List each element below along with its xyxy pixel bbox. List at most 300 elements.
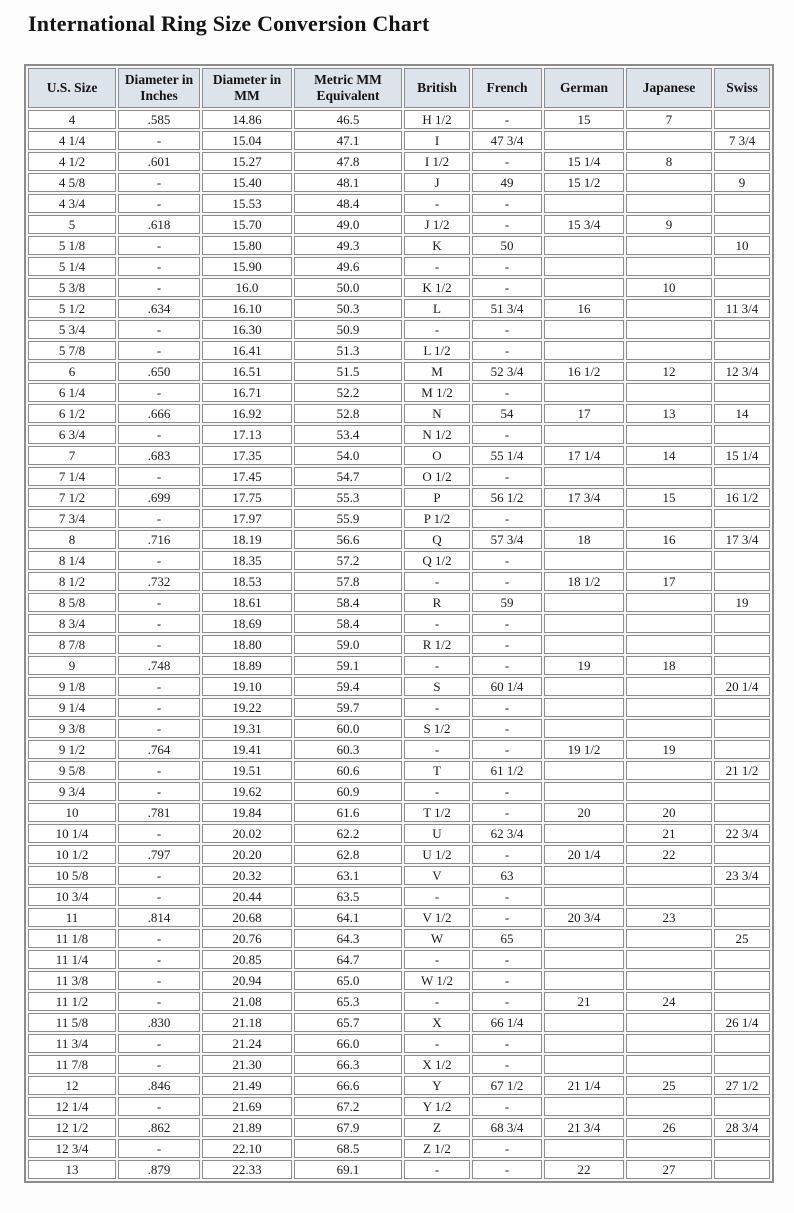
cell: V 1/2 bbox=[404, 908, 470, 927]
cell bbox=[714, 383, 770, 402]
cell: U 1/2 bbox=[404, 845, 470, 864]
cell: - bbox=[404, 887, 470, 906]
cell bbox=[626, 866, 712, 885]
cell: 51 3/4 bbox=[472, 299, 542, 318]
cell: .830 bbox=[118, 1013, 200, 1032]
cell: 21.30 bbox=[202, 1055, 292, 1074]
cell: J 1/2 bbox=[404, 215, 470, 234]
cell: 13 bbox=[28, 1160, 116, 1179]
cell: - bbox=[404, 572, 470, 591]
cell: 54.7 bbox=[294, 467, 402, 486]
cell: 16 bbox=[544, 299, 624, 318]
cell: 47 3/4 bbox=[472, 131, 542, 150]
cell: Z bbox=[404, 1118, 470, 1137]
cell bbox=[626, 194, 712, 213]
cell bbox=[544, 257, 624, 276]
cell: - bbox=[404, 740, 470, 759]
cell: 15.53 bbox=[202, 194, 292, 213]
cell: I 1/2 bbox=[404, 152, 470, 171]
table-row bbox=[28, 908, 770, 927]
cell: W 1/2 bbox=[404, 971, 470, 990]
table-row bbox=[28, 1055, 770, 1074]
table-row bbox=[28, 845, 770, 864]
cell: 7 bbox=[28, 446, 116, 465]
cell: 20 bbox=[626, 803, 712, 822]
cell: .846 bbox=[118, 1076, 200, 1095]
cell: 57 3/4 bbox=[472, 530, 542, 549]
cell bbox=[626, 467, 712, 486]
cell bbox=[626, 320, 712, 339]
cell: - bbox=[118, 1034, 200, 1053]
cell: 67 1/2 bbox=[472, 1076, 542, 1095]
table-row bbox=[28, 530, 770, 549]
cell: 53.4 bbox=[294, 425, 402, 444]
cell: 12 bbox=[626, 362, 712, 381]
cell: 50 bbox=[472, 236, 542, 255]
cell: - bbox=[404, 1034, 470, 1053]
cell: 62 3/4 bbox=[472, 824, 542, 843]
cell: 65 bbox=[472, 929, 542, 948]
table-row bbox=[28, 929, 770, 948]
cell: - bbox=[118, 1055, 200, 1074]
cell bbox=[544, 194, 624, 213]
cell: .650 bbox=[118, 362, 200, 381]
cell bbox=[626, 551, 712, 570]
table-row bbox=[28, 110, 770, 129]
cell: 9 3/4 bbox=[28, 782, 116, 801]
table-row bbox=[28, 551, 770, 570]
cell: 63.1 bbox=[294, 866, 402, 885]
cell: - bbox=[472, 509, 542, 528]
cell: 10 3/4 bbox=[28, 887, 116, 906]
cell bbox=[714, 152, 770, 171]
cell: 18.35 bbox=[202, 551, 292, 570]
cell: 5 bbox=[28, 215, 116, 234]
cell: Y 1/2 bbox=[404, 1097, 470, 1116]
cell: 58.4 bbox=[294, 593, 402, 612]
cell: 63 bbox=[472, 866, 542, 885]
cell bbox=[626, 887, 712, 906]
cell: 12 1/4 bbox=[28, 1097, 116, 1116]
cell: 16 1/2 bbox=[714, 488, 770, 507]
cell: - bbox=[118, 341, 200, 360]
cell: O bbox=[404, 446, 470, 465]
cell: 17.45 bbox=[202, 467, 292, 486]
cell bbox=[544, 698, 624, 717]
cell: - bbox=[472, 1097, 542, 1116]
cell: - bbox=[404, 194, 470, 213]
cell bbox=[714, 887, 770, 906]
cell: R 1/2 bbox=[404, 635, 470, 654]
column-header: Japanese bbox=[626, 68, 712, 108]
cell: 10 bbox=[626, 278, 712, 297]
table-row bbox=[28, 467, 770, 486]
cell: 49 bbox=[472, 173, 542, 192]
cell: 4 3/4 bbox=[28, 194, 116, 213]
cell: W bbox=[404, 929, 470, 948]
cell: 16 1/2 bbox=[544, 362, 624, 381]
cell: L 1/2 bbox=[404, 341, 470, 360]
cell: .666 bbox=[118, 404, 200, 423]
cell: 23 3/4 bbox=[714, 866, 770, 885]
cell: 18.19 bbox=[202, 530, 292, 549]
table-row bbox=[28, 614, 770, 633]
cell: H 1/2 bbox=[404, 110, 470, 129]
cell: Y bbox=[404, 1076, 470, 1095]
cell: 5 3/4 bbox=[28, 320, 116, 339]
cell: 55.3 bbox=[294, 488, 402, 507]
cell: 11 3/4 bbox=[28, 1034, 116, 1053]
cell bbox=[626, 1034, 712, 1053]
cell bbox=[626, 1097, 712, 1116]
cell bbox=[544, 425, 624, 444]
cell: 47.1 bbox=[294, 131, 402, 150]
cell: 65.3 bbox=[294, 992, 402, 1011]
cell: - bbox=[118, 383, 200, 402]
cell: 19 bbox=[544, 656, 624, 675]
cell bbox=[714, 509, 770, 528]
table-row bbox=[28, 1013, 770, 1032]
cell: - bbox=[472, 425, 542, 444]
table-row bbox=[28, 698, 770, 717]
table-row bbox=[28, 362, 770, 381]
cell bbox=[714, 110, 770, 129]
table-row bbox=[28, 425, 770, 444]
cell: 14.86 bbox=[202, 110, 292, 129]
cell: 26 bbox=[626, 1118, 712, 1137]
cell: 7 bbox=[626, 110, 712, 129]
cell: .862 bbox=[118, 1118, 200, 1137]
cell: 18 bbox=[626, 656, 712, 675]
cell: - bbox=[472, 1160, 542, 1179]
cell: - bbox=[472, 992, 542, 1011]
cell: 25 bbox=[714, 929, 770, 948]
cell: 11 3/4 bbox=[714, 299, 770, 318]
cell: 9 5/8 bbox=[28, 761, 116, 780]
table-row bbox=[28, 866, 770, 885]
cell: 27 bbox=[626, 1160, 712, 1179]
cell: 59 bbox=[472, 593, 542, 612]
cell: 9 bbox=[626, 215, 712, 234]
cell bbox=[714, 425, 770, 444]
cell: .699 bbox=[118, 488, 200, 507]
cell bbox=[714, 320, 770, 339]
table-body bbox=[28, 110, 770, 1179]
cell bbox=[544, 614, 624, 633]
cell: 69.1 bbox=[294, 1160, 402, 1179]
cell: - bbox=[404, 320, 470, 339]
cell: 59.7 bbox=[294, 698, 402, 717]
cell: 49.6 bbox=[294, 257, 402, 276]
cell: .764 bbox=[118, 740, 200, 759]
cell: .601 bbox=[118, 152, 200, 171]
cell: 4 bbox=[28, 110, 116, 129]
cell: 56.6 bbox=[294, 530, 402, 549]
table-row bbox=[28, 782, 770, 801]
cell: 11 1/8 bbox=[28, 929, 116, 948]
cell: 10 bbox=[28, 803, 116, 822]
cell: 15.27 bbox=[202, 152, 292, 171]
cell: - bbox=[404, 1160, 470, 1179]
cell: - bbox=[118, 551, 200, 570]
cell: 8 3/4 bbox=[28, 614, 116, 633]
cell bbox=[544, 1139, 624, 1158]
cell: 7 1/2 bbox=[28, 488, 116, 507]
cell: 20 bbox=[544, 803, 624, 822]
cell: 9 1/8 bbox=[28, 677, 116, 696]
cell bbox=[544, 341, 624, 360]
cell: 26 1/4 bbox=[714, 1013, 770, 1032]
cell bbox=[544, 593, 624, 612]
cell: - bbox=[472, 320, 542, 339]
cell: 67.2 bbox=[294, 1097, 402, 1116]
table-row bbox=[28, 152, 770, 171]
cell: 15.40 bbox=[202, 173, 292, 192]
cell: - bbox=[472, 614, 542, 633]
cell: - bbox=[472, 908, 542, 927]
cell: 18 1/2 bbox=[544, 572, 624, 591]
cell: 12 1/2 bbox=[28, 1118, 116, 1137]
cell bbox=[626, 971, 712, 990]
table-row bbox=[28, 1034, 770, 1053]
cell: O 1/2 bbox=[404, 467, 470, 486]
table-row bbox=[28, 1160, 770, 1179]
header-row bbox=[28, 68, 770, 108]
cell: 15 bbox=[544, 110, 624, 129]
cell: 11 7/8 bbox=[28, 1055, 116, 1074]
cell: 54.0 bbox=[294, 446, 402, 465]
cell: 16.10 bbox=[202, 299, 292, 318]
cell: 12 3/4 bbox=[714, 362, 770, 381]
cell: - bbox=[472, 257, 542, 276]
cell bbox=[626, 677, 712, 696]
cell bbox=[626, 341, 712, 360]
table-row bbox=[28, 215, 770, 234]
cell bbox=[626, 635, 712, 654]
cell: 51.3 bbox=[294, 341, 402, 360]
table-row bbox=[28, 257, 770, 276]
cell: - bbox=[472, 572, 542, 591]
cell: 21.89 bbox=[202, 1118, 292, 1137]
cell: - bbox=[472, 215, 542, 234]
cell bbox=[544, 1034, 624, 1053]
cell bbox=[626, 1013, 712, 1032]
cell bbox=[714, 656, 770, 675]
cell: 22.33 bbox=[202, 1160, 292, 1179]
cell: 17.75 bbox=[202, 488, 292, 507]
cell bbox=[714, 194, 770, 213]
cell: 19.84 bbox=[202, 803, 292, 822]
cell: - bbox=[118, 425, 200, 444]
cell: - bbox=[404, 656, 470, 675]
cell: - bbox=[118, 866, 200, 885]
cell: 7 1/4 bbox=[28, 467, 116, 486]
cell bbox=[626, 1055, 712, 1074]
cell: 61 1/2 bbox=[472, 761, 542, 780]
cell: - bbox=[118, 278, 200, 297]
cell: - bbox=[472, 1139, 542, 1158]
cell: 64.3 bbox=[294, 929, 402, 948]
table-row bbox=[28, 992, 770, 1011]
cell: 12 bbox=[28, 1076, 116, 1095]
cell: 21.24 bbox=[202, 1034, 292, 1053]
cell bbox=[714, 1097, 770, 1116]
cell: 60 1/4 bbox=[472, 677, 542, 696]
table-row bbox=[28, 593, 770, 612]
cell: 64.1 bbox=[294, 908, 402, 927]
cell: U bbox=[404, 824, 470, 843]
cell: 19 1/2 bbox=[544, 740, 624, 759]
cell: - bbox=[118, 824, 200, 843]
cell: - bbox=[472, 278, 542, 297]
table-row bbox=[28, 1097, 770, 1116]
cell: 16.0 bbox=[202, 278, 292, 297]
cell: .814 bbox=[118, 908, 200, 927]
cell: 49.3 bbox=[294, 236, 402, 255]
cell: 46.5 bbox=[294, 110, 402, 129]
cell: 20.94 bbox=[202, 971, 292, 990]
cell bbox=[544, 1055, 624, 1074]
cell: - bbox=[472, 1055, 542, 1074]
cell: 20.85 bbox=[202, 950, 292, 969]
cell: 17 1/4 bbox=[544, 446, 624, 465]
column-header: Diameter in MM bbox=[202, 68, 292, 108]
cell: 16.71 bbox=[202, 383, 292, 402]
cell: 66 1/4 bbox=[472, 1013, 542, 1032]
cell: - bbox=[118, 194, 200, 213]
cell: 4 5/8 bbox=[28, 173, 116, 192]
cell: - bbox=[472, 110, 542, 129]
cell: - bbox=[118, 761, 200, 780]
cell: - bbox=[472, 341, 542, 360]
cell: 8 5/8 bbox=[28, 593, 116, 612]
cell bbox=[714, 740, 770, 759]
cell bbox=[714, 257, 770, 276]
cell: Q 1/2 bbox=[404, 551, 470, 570]
cell: .683 bbox=[118, 446, 200, 465]
table-row bbox=[28, 383, 770, 402]
cell: 11 1/2 bbox=[28, 992, 116, 1011]
cell bbox=[714, 572, 770, 591]
cell: 20.76 bbox=[202, 929, 292, 948]
table-row bbox=[28, 719, 770, 738]
cell: 18.53 bbox=[202, 572, 292, 591]
column-header: Swiss bbox=[714, 68, 770, 108]
table-row bbox=[28, 194, 770, 213]
cell: .732 bbox=[118, 572, 200, 591]
table-row bbox=[28, 404, 770, 423]
cell bbox=[714, 782, 770, 801]
cell: 7 3/4 bbox=[28, 509, 116, 528]
cell bbox=[544, 1013, 624, 1032]
cell: 20 1/4 bbox=[544, 845, 624, 864]
cell: 16.92 bbox=[202, 404, 292, 423]
cell bbox=[544, 824, 624, 843]
cell: 65.7 bbox=[294, 1013, 402, 1032]
table-row bbox=[28, 887, 770, 906]
cell: 19 bbox=[714, 593, 770, 612]
cell: 20.32 bbox=[202, 866, 292, 885]
cell: 18.80 bbox=[202, 635, 292, 654]
cell bbox=[714, 1034, 770, 1053]
cell: L bbox=[404, 299, 470, 318]
cell: 63.5 bbox=[294, 887, 402, 906]
cell: 19.51 bbox=[202, 761, 292, 780]
cell: 11 1/4 bbox=[28, 950, 116, 969]
cell: 21.18 bbox=[202, 1013, 292, 1032]
cell bbox=[544, 677, 624, 696]
cell: 6 3/4 bbox=[28, 425, 116, 444]
table-row bbox=[28, 761, 770, 780]
cell: 9 1/4 bbox=[28, 698, 116, 717]
cell: .781 bbox=[118, 803, 200, 822]
cell: 22 bbox=[626, 845, 712, 864]
cell: K 1/2 bbox=[404, 278, 470, 297]
cell: 61.6 bbox=[294, 803, 402, 822]
cell: 17 bbox=[626, 572, 712, 591]
cell: 8 bbox=[28, 530, 116, 549]
cell: 59.0 bbox=[294, 635, 402, 654]
cell: 6 1/2 bbox=[28, 404, 116, 423]
cell: - bbox=[118, 320, 200, 339]
cell: - bbox=[118, 509, 200, 528]
column-header: Diameter in Inches bbox=[118, 68, 200, 108]
cell: 15 1/4 bbox=[714, 446, 770, 465]
cell: 50.9 bbox=[294, 320, 402, 339]
cell: 16.41 bbox=[202, 341, 292, 360]
cell: 8 1/2 bbox=[28, 572, 116, 591]
cell: Q bbox=[404, 530, 470, 549]
table-row bbox=[28, 131, 770, 150]
cell: 15.90 bbox=[202, 257, 292, 276]
cell: 52 3/4 bbox=[472, 362, 542, 381]
cell bbox=[714, 1160, 770, 1179]
cell: - bbox=[472, 656, 542, 675]
cell: 19 bbox=[626, 740, 712, 759]
cell: 62.8 bbox=[294, 845, 402, 864]
cell: 15 1/4 bbox=[544, 152, 624, 171]
cell: .716 bbox=[118, 530, 200, 549]
cell: J bbox=[404, 173, 470, 192]
cell bbox=[714, 971, 770, 990]
cell: - bbox=[118, 131, 200, 150]
cell bbox=[544, 971, 624, 990]
cell: - bbox=[472, 1034, 542, 1053]
cell bbox=[626, 614, 712, 633]
cell: 21 bbox=[626, 824, 712, 843]
cell bbox=[544, 782, 624, 801]
cell: 16 bbox=[626, 530, 712, 549]
cell: 6 bbox=[28, 362, 116, 381]
table-row bbox=[28, 509, 770, 528]
cell bbox=[544, 131, 624, 150]
cell bbox=[626, 509, 712, 528]
cell: - bbox=[118, 929, 200, 948]
cell: 24 bbox=[626, 992, 712, 1011]
cell: 54 bbox=[472, 404, 542, 423]
cell: - bbox=[118, 467, 200, 486]
cell: 60.9 bbox=[294, 782, 402, 801]
cell bbox=[714, 845, 770, 864]
cell: 10 1/2 bbox=[28, 845, 116, 864]
cell bbox=[714, 1139, 770, 1158]
cell: 12 3/4 bbox=[28, 1139, 116, 1158]
cell: - bbox=[118, 1139, 200, 1158]
cell: 65.0 bbox=[294, 971, 402, 990]
cell: - bbox=[404, 698, 470, 717]
cell: 60.6 bbox=[294, 761, 402, 780]
cell: 20 1/4 bbox=[714, 677, 770, 696]
